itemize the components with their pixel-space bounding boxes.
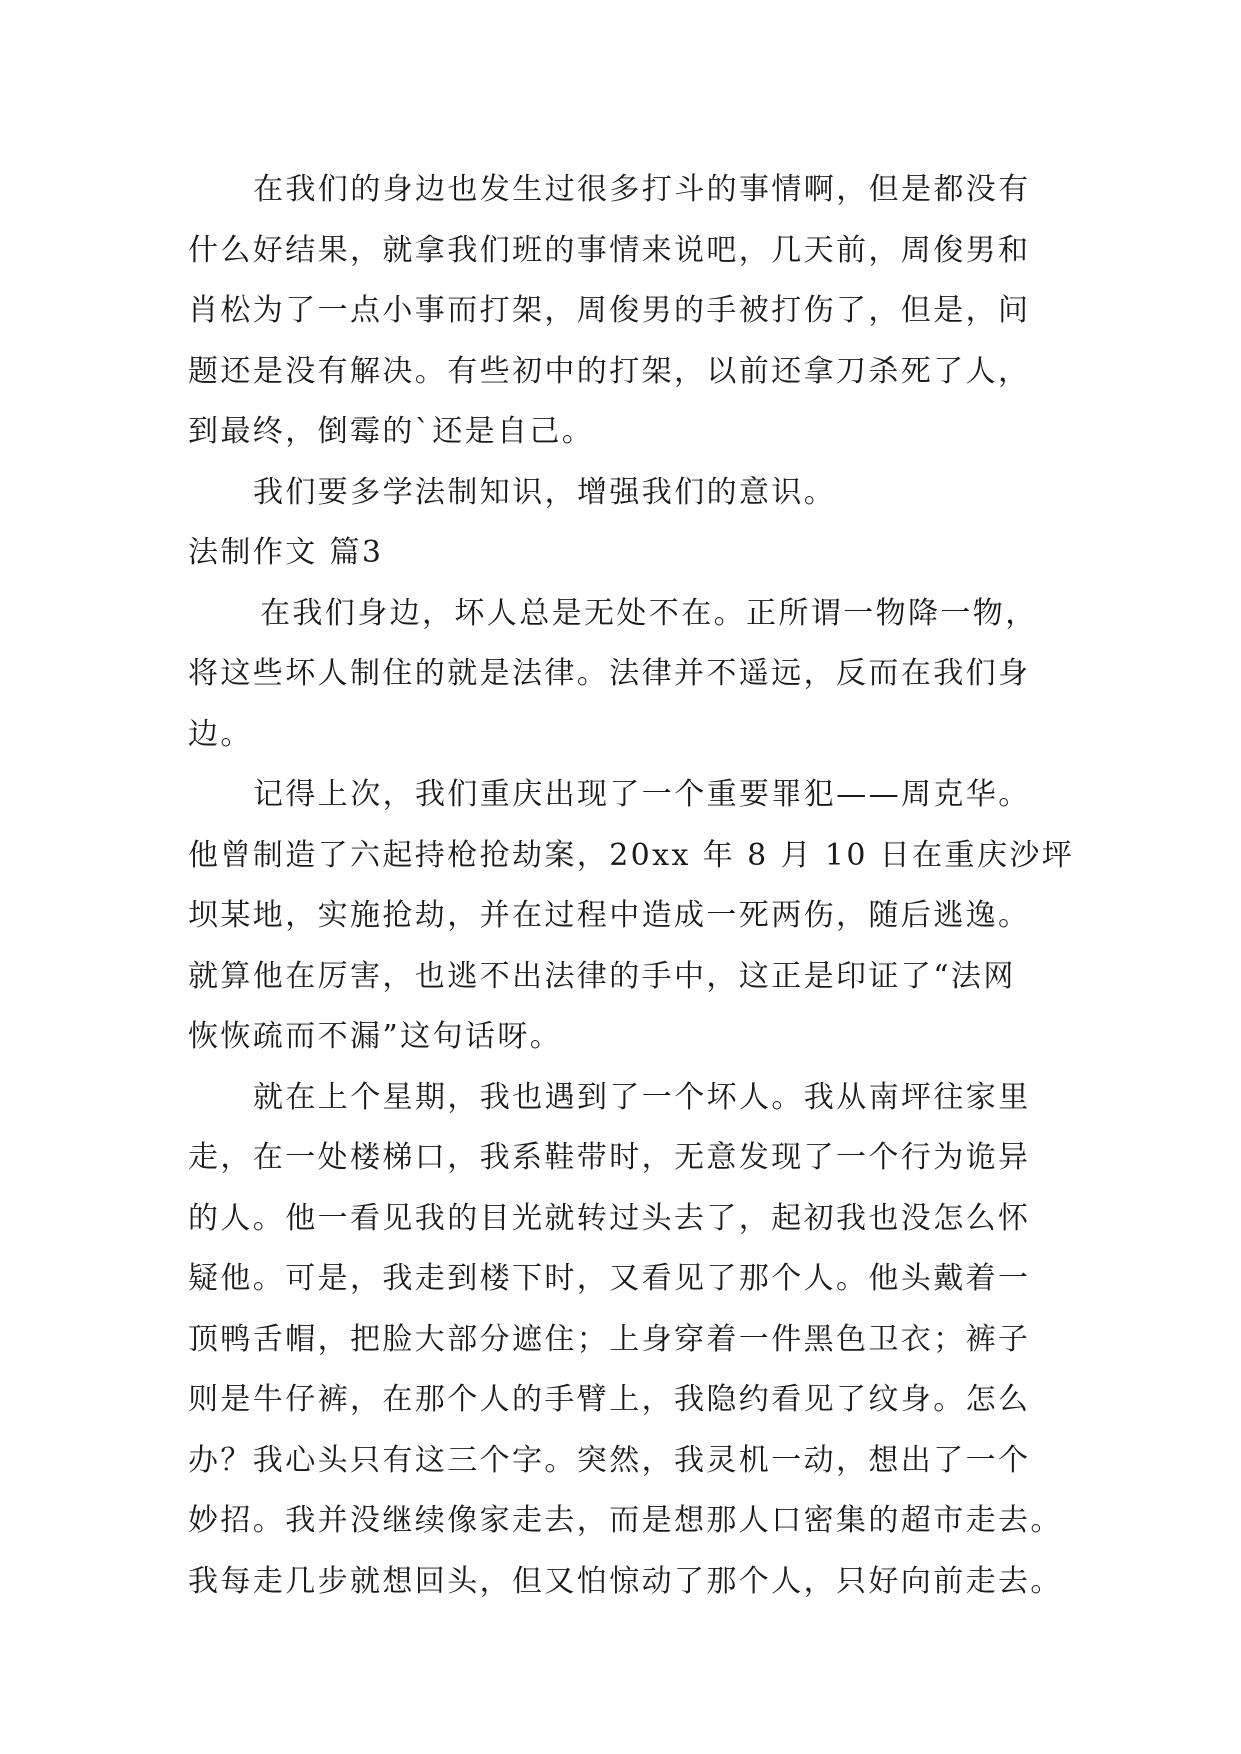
paragraph-line: 我每走几步就想回头，但又怕惊动了那个人，只好向前走去。 xyxy=(188,1563,1063,1599)
paragraph-line: 到最终，倒霉的`还是自己。 xyxy=(188,414,595,449)
paragraph-line: 走，在一处楼梯口，我系鞋带时，无意发现了一个行为诡异 xyxy=(188,1140,1031,1175)
document-body xyxy=(188,160,1075,1612)
paragraph-line: 坝某地，实施抢劫，并在过程中造成一死两伤，随后逃逸。 xyxy=(188,898,1031,933)
paragraph-line: 在我们的身边也发生过很多打斗的事情啊，但是都没有 xyxy=(253,172,1031,207)
paragraph-line: 我们要多学法制知识，增强我们的意识。 xyxy=(253,474,837,510)
paragraph-line: 他曾制造了六起持枪抢劫案，20xx 年 8 月 10 日在重庆沙坪 xyxy=(188,837,1075,873)
paragraph-line: 边。 xyxy=(188,716,253,752)
paragraph-line: 就在上个星期，我也遇到了一个坏人。我从南坪往家里 xyxy=(253,1079,1031,1115)
paragraph-line: 在我们身边，坏人总是无处不在。正所谓一物降一物， xyxy=(260,595,1038,631)
paragraph-line: 什么好结果，就拿我们班的事情来说吧，几天前，周俊男和 xyxy=(188,232,1031,268)
paragraph-line: 则是牛仔裤，在那个人的手臂上，我隐约看见了纹身。怎么 xyxy=(188,1382,1031,1417)
paragraph-line: 的人。他一看见我的目光就转过头去了，起初我也没怎么怀 xyxy=(188,1200,1031,1236)
paragraph-line: 肖松为了一点小事而打架，周俊男的手被打伤了，但是，问 xyxy=(188,293,1031,328)
paragraph-line: 题还是没有解决。有些初中的打架，以前还拿刀杀死了人， xyxy=(188,353,1031,389)
paragraph-line: 记得上次，我们重庆出现了一个重要罪犯——周克华。 xyxy=(253,777,1031,812)
section-heading: 法制作文 篇3 xyxy=(188,535,384,570)
paragraph-line: 妙招。我并没继续像家走去，而是想那人口密集的超市走去。 xyxy=(188,1503,1063,1538)
paragraph-line: 恢恢疏而不漏”这句话呀。 xyxy=(188,1019,563,1054)
paragraph-line: 将这些坏人制住的就是法律。法律并不遥远，反而在我们身 xyxy=(188,656,1031,691)
paragraph-line: 就算他在厉害，也逃不出法律的手中，这正是印证了“法网 xyxy=(188,958,1016,994)
paragraph-line: 疑他。可是，我走到楼下时，又看见了那个人。他头戴着一 xyxy=(188,1261,1031,1296)
paragraph-line: 顶鸭舌帽，把脸大部分遮住；上身穿着一件黑色卫衣；裤子 xyxy=(188,1321,1031,1357)
paragraph-line: 办？我心头只有这三个字。突然，我灵机一动，想出了一个 xyxy=(188,1442,1031,1478)
